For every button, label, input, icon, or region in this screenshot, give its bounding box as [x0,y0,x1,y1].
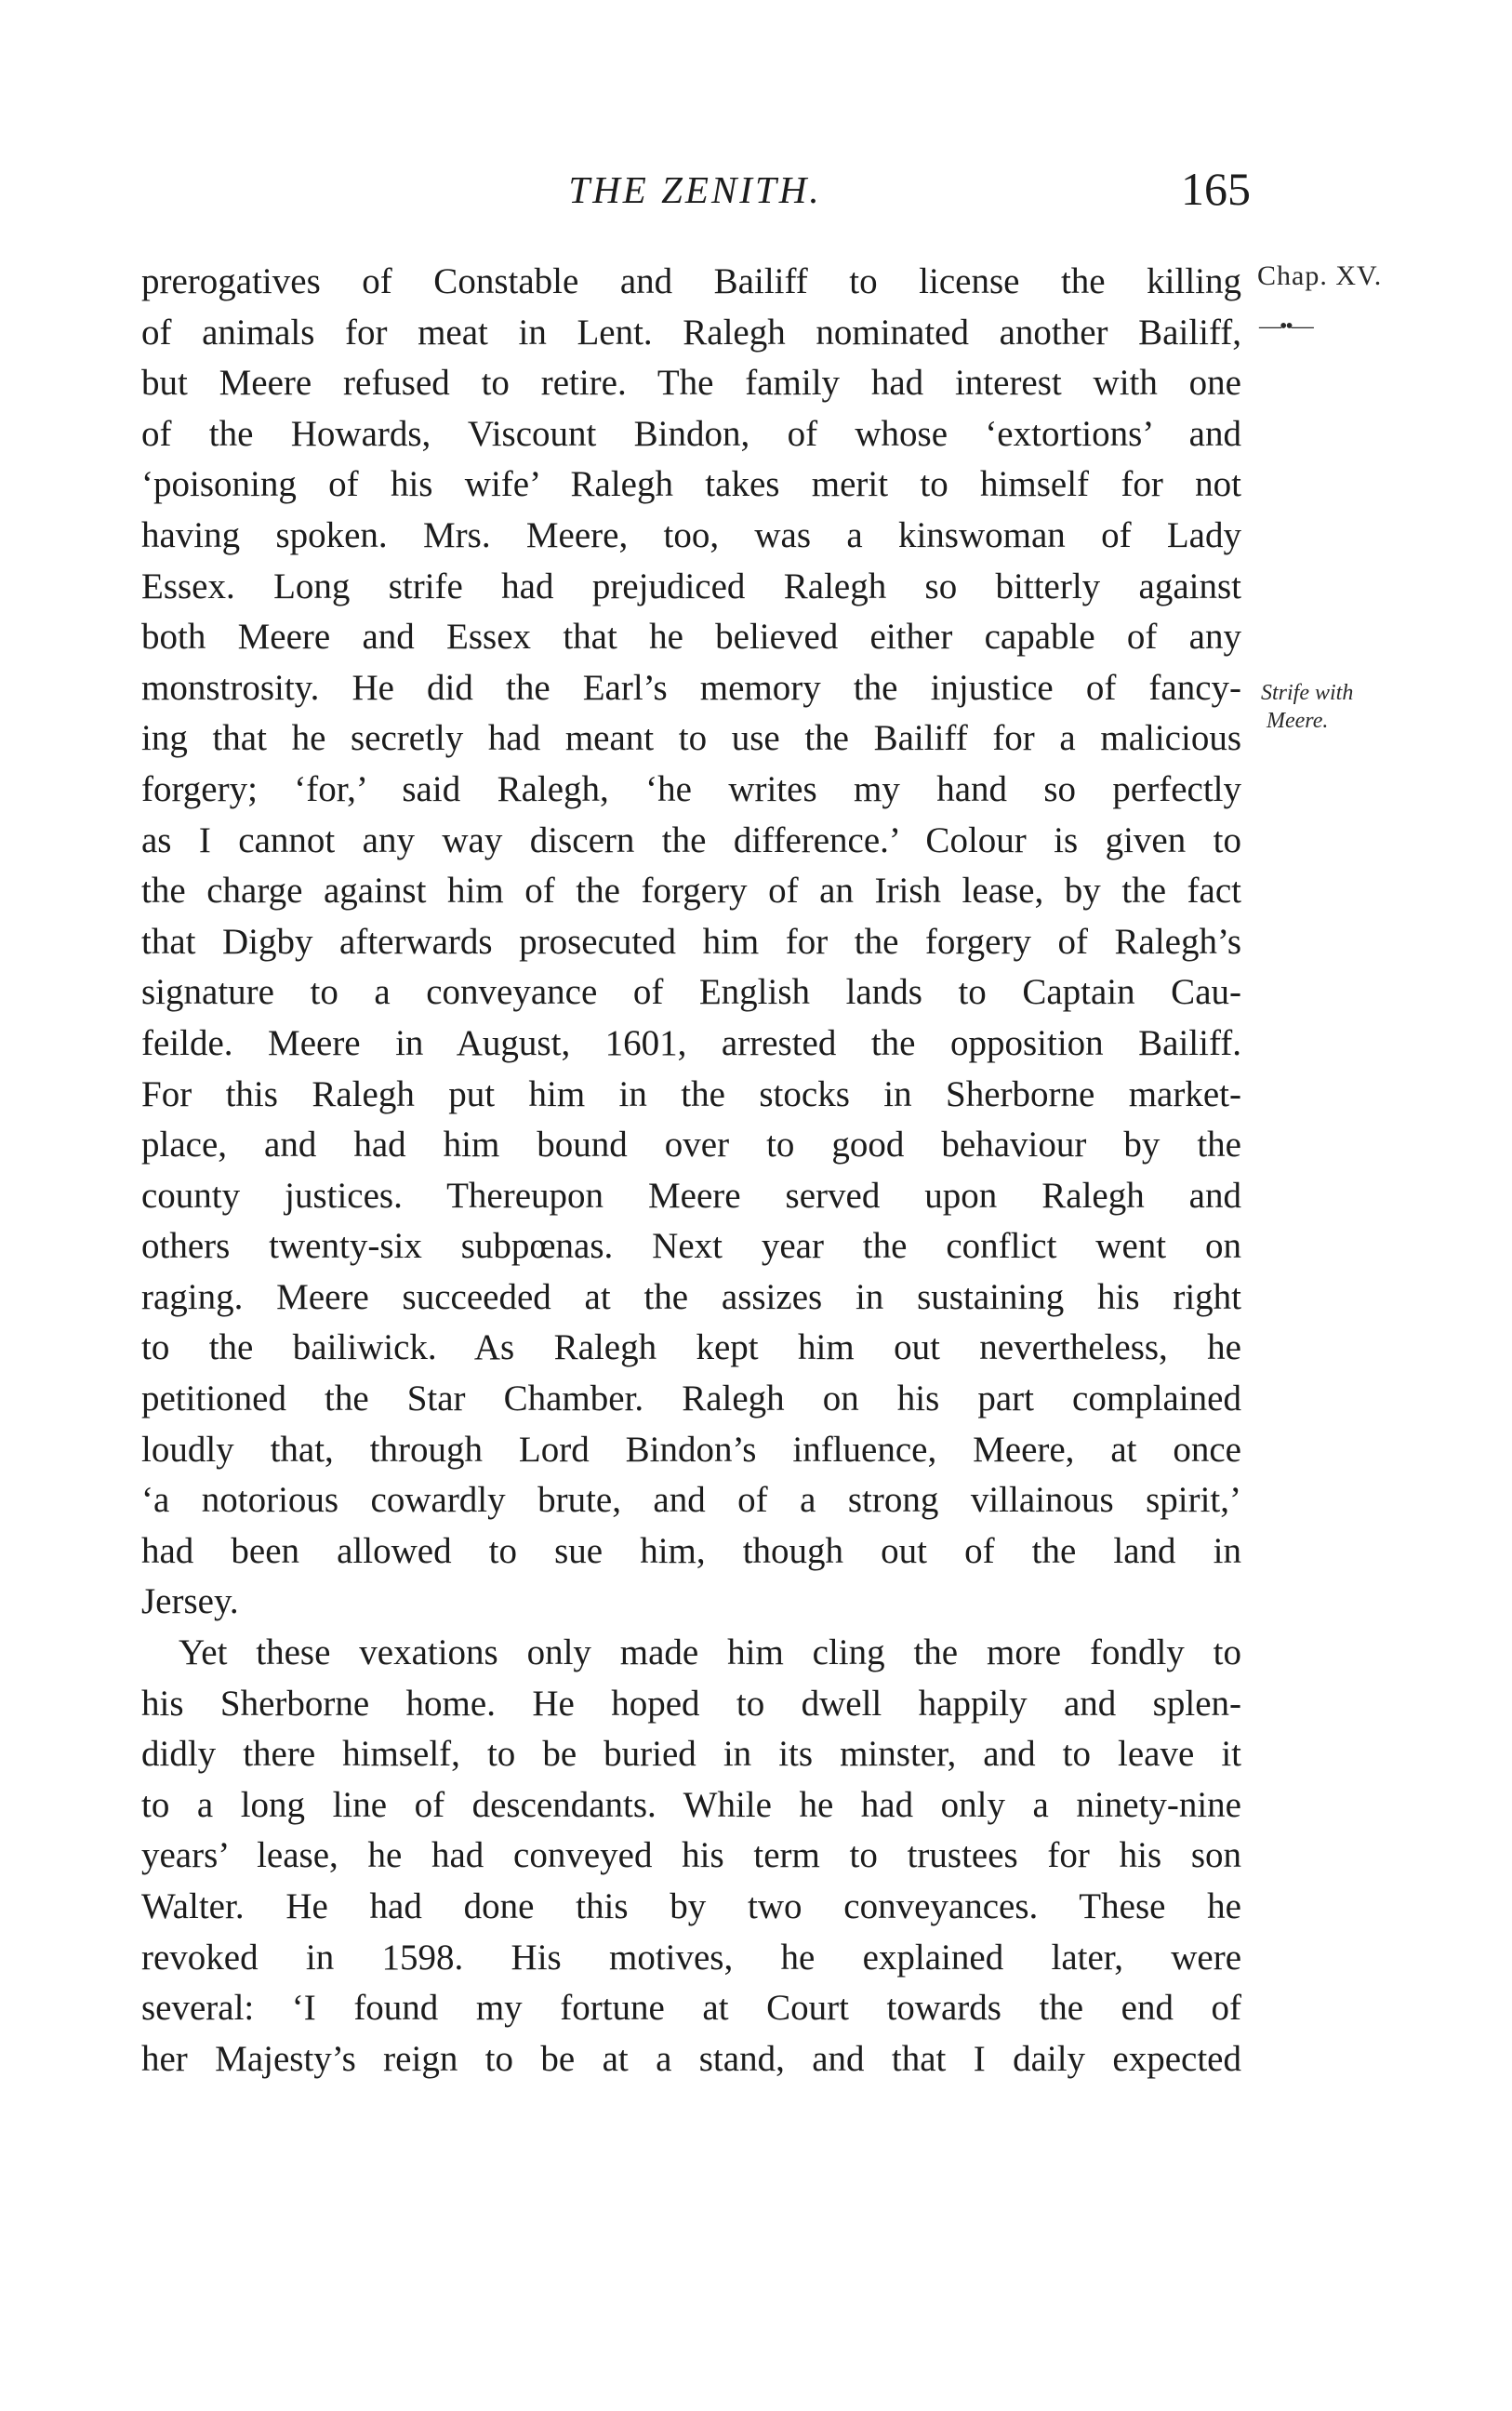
text-line: several: ‘I found my fortune at Court towards the end of [141,1988,1241,2029]
text-line: signature to a conveyance of English lands to Captain Cau- [141,972,1241,1013]
topic-note-line-1: Strife with [1261,681,1354,705]
page-number: 165 [1181,163,1251,215]
body-text [141,257,1241,2085]
text-line: ‘poisoning of his wife’ Ralegh takes merit to himself for not [141,464,1241,505]
topic-note-line-2: Meere. [1267,709,1329,733]
topic-margin-note [1261,679,1353,735]
text-line: county justices. Thereupon Meere served upon Ralegh and [141,1175,1241,1216]
running-title: THE ZENITH. [568,168,822,211]
text-line: the charge against him of the forgery of an Irish lease, by the fact [141,871,1241,912]
text-line: to a long line of descendants. While he had only a ninety-nine [141,1784,1241,1825]
text-line: years’ lease, he had conveyed his term to trustees for his son [141,1835,1241,1876]
text-line: of the Howards, Viscount Bindon, of whose ‘extortions’ and [141,413,1241,454]
chapter-margin-note [1257,260,1382,292]
text-line: her Majesty’s reign to be at a stand, and that I daily expected [141,2038,1241,2079]
text-line: as I cannot any way discern the difference.’ Colour is given to [141,819,1241,860]
text-line: prerogatives of Constable and Bailiff to license the killing [141,261,1241,301]
ornament-rule: —••— [1259,314,1312,339]
text-line: Essex. Long strife had prejudiced Ralegh so bitterly against [141,566,1241,606]
text-line: For this Ralegh put him in the stocks in Sherborne market- [141,1073,1241,1114]
text-line: his Sherborne home. He hoped to dwell happily and splen- [141,1683,1241,1724]
text-line: had been allowed to sue him, though out of the land in [141,1530,1241,1571]
text-line: feilde. Meere in August, 1601, arrested the opposition Bailiff. [141,1022,1241,1063]
text-line: others twenty-six subpœnas. Next year the conflict went on [141,1226,1241,1267]
text-line: to the bailiwick. As Ralegh kept him out nevertheless, he [141,1327,1241,1368]
text-line: ing that he secretly had meant to use the Bailiff for a malicious [141,718,1241,759]
text-line: loudly that, through Lord Bindon’s influence, Meere, at once [141,1429,1241,1470]
text-line: monstrosity. He did the Earl’s memory the injustice of fancy- [141,667,1241,708]
text-line: didly there himself, to be buried in its minster, and to leave it [141,1734,1241,1775]
text-line: but Meere refused to retire. The family had interest with one [141,363,1241,404]
text-line: having spoken. Mrs. Meere, too, was a kinswoman of Lady [141,514,1241,555]
running-header [139,163,1251,223]
chapter-label: Chap. XV. [1257,260,1383,291]
text-line: that Digby afterwards prosecuted him for the forgery of Ralegh’s [141,921,1241,962]
text-line: both Meere and Essex that he believed either capable of any [141,617,1241,658]
text-line: raging. Meere succeeded at the assizes in sustaining his right [141,1276,1241,1317]
text-line: revoked in 1598. His motives, he explained later, were [141,1937,1241,1978]
text-line: ‘a notorious cowardly brute, and of a strong villainous spirit,’ [141,1480,1241,1521]
text-line: of animals for meat in Lent. Ralegh nominated another Bailiff, [141,312,1241,353]
text-line: forgery; ‘for,’ said Ralegh, ‘he writes my hand so perfectly [141,768,1241,809]
text-line: petitioned the Star Chamber. Ralegh on his part complained [141,1379,1241,1419]
text-line: Walter. He had done this by two conveyances. These he [141,1886,1241,1926]
text-line: Jersey. [141,1581,239,1622]
text-line: Yet these vexations only made him cling the more fondly to [179,1632,1241,1673]
text-line: place, and had him bound over to good behaviour by the [141,1125,1241,1166]
